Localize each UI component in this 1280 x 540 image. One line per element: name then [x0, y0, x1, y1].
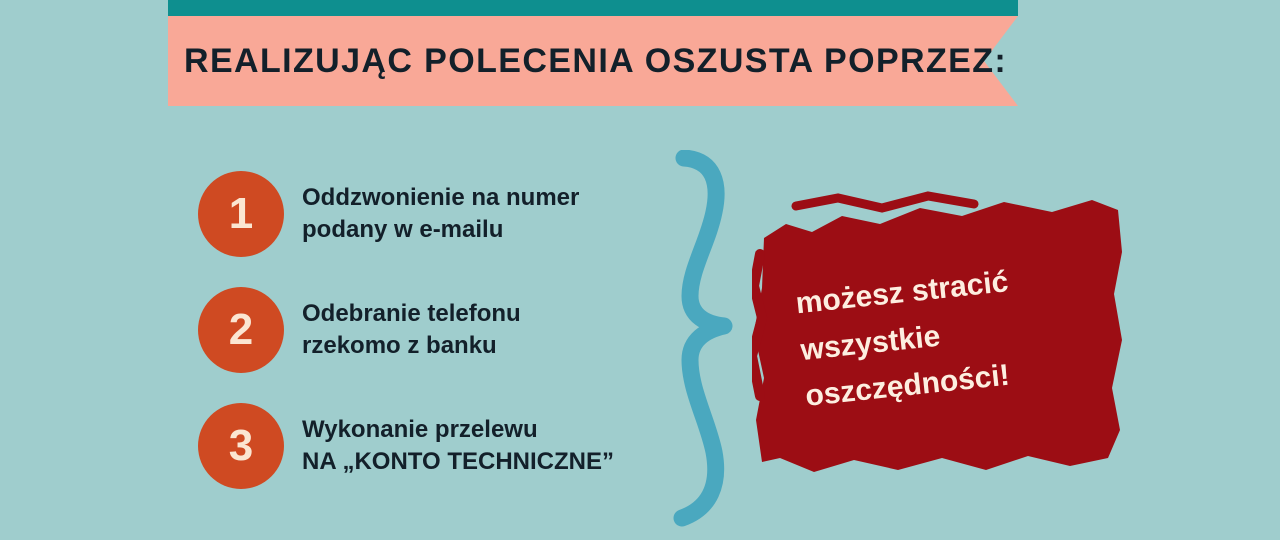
step-text-line: podany w e-mailu [302, 216, 504, 243]
callout-text-line: oszczędności! [803, 358, 1012, 414]
page-title: REALIZUJĄC POLECENIA OSZUSTA POPRZEZ: [184, 41, 1008, 80]
step-text [302, 414, 614, 479]
step-number-badge: 1 [198, 171, 284, 257]
callout-text-line: możesz stracić [794, 265, 1010, 321]
step-number-badge: 3 [198, 403, 284, 489]
list-item [198, 284, 668, 376]
step-text-line: NA „KONTO TECHNICZNE” [302, 448, 614, 475]
header-banner [168, 0, 1018, 112]
step-text-line: Wykonanie przelewu [302, 415, 538, 443]
step-text-line: Oddzwonienie na numer [302, 183, 580, 211]
list-item [198, 400, 668, 492]
step-text [302, 182, 579, 247]
step-text-line: rzekomo z banku [302, 332, 497, 359]
banner-teal-bar [168, 0, 1018, 16]
step-number-badge: 2 [198, 287, 284, 373]
warning-callout [752, 190, 1124, 480]
callout-text [790, 221, 1099, 450]
callout-text-line: wszystkie [798, 319, 942, 367]
steps-list [198, 168, 668, 516]
list-item [198, 168, 668, 260]
step-text [302, 298, 521, 363]
step-text-line: Odebranie telefonu [302, 299, 521, 327]
